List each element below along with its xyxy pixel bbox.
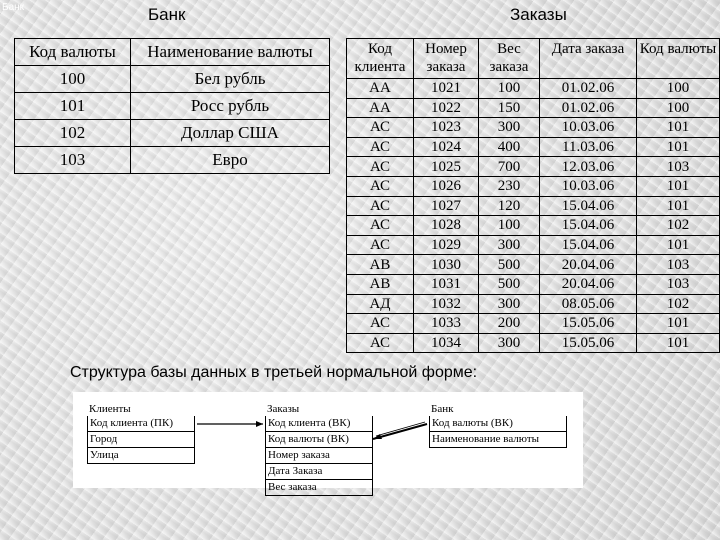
orders-table-cell-order-number: 1022: [414, 98, 479, 118]
entity-bank-field: Код валюты (ВК): [429, 416, 567, 432]
orders-table-cell-order-number: 1026: [414, 176, 479, 196]
orders-table-cell-order-number: 1032: [414, 294, 479, 314]
corner-label: Банк: [2, 2, 25, 13]
orders-table-cell-client-code: АА: [347, 79, 414, 99]
orders-table-row: [347, 157, 720, 177]
relation-orders-bank-2: [376, 422, 425, 436]
bank-table-cell-currency-code: 103: [15, 147, 131, 174]
orders-table-cell-order-weight: 120: [479, 196, 540, 216]
entity-clients-field: Улица: [87, 448, 195, 464]
bank-table-row: [15, 66, 330, 93]
bank-table-row: [15, 93, 330, 120]
orders-table-cell-order-weight: 500: [479, 255, 540, 275]
orders-table-cell-order-weight: 150: [479, 98, 540, 118]
entity-bank-name: Банк: [431, 403, 454, 415]
entity-orders: [265, 402, 373, 496]
orders-table-row: [347, 118, 720, 138]
orders-table-cell-order-weight: 300: [479, 235, 540, 255]
orders-table-cell-currency-code: 101: [637, 235, 720, 255]
orders-table-cell-order-weight: 230: [479, 176, 540, 196]
orders-table-cell-order-number: 1029: [414, 235, 479, 255]
orders-table-cell-order-number: 1024: [414, 137, 479, 157]
orders-table-cell-order-weight: 100: [479, 216, 540, 236]
orders-table-cell-order-number: 1027: [414, 196, 479, 216]
orders-table-cell-currency-code: 102: [637, 216, 720, 236]
entity-orders-field: Вес заказа: [265, 480, 373, 496]
orders-table-cell-currency-code: 103: [637, 274, 720, 294]
entity-orders-field: Код валюты (ВК): [265, 432, 373, 448]
orders-table-cell-client-code: АС: [347, 157, 414, 177]
bank-col-currency-name: Наименование валюты: [131, 39, 330, 66]
orders-table-cell-currency-code: 103: [637, 255, 720, 275]
orders-table-cell-order-date: 15.04.06: [540, 216, 637, 236]
orders-table-cell-currency-code: 102: [637, 294, 720, 314]
orders-table-cell-order-date: 10.03.06: [540, 118, 637, 138]
orders-table-cell-order-date: 15.04.06: [540, 235, 637, 255]
bank-table: [14, 38, 330, 174]
orders-table-cell-order-date: 08.05.06: [540, 294, 637, 314]
orders-table-cell-order-date: 15.05.06: [540, 333, 637, 353]
entity-clients-field: Город: [87, 432, 195, 448]
bank-table-title: Банк: [148, 5, 186, 24]
relation-orders-bank: [373, 424, 427, 439]
orders-table-cell-currency-code: 101: [637, 196, 720, 216]
orders-table-row: [347, 294, 720, 314]
orders-table-cell-order-date: 15.05.06: [540, 314, 637, 334]
orders-table-cell-client-code: АС: [347, 137, 414, 157]
orders-table-row: [347, 235, 720, 255]
orders-table-cell-order-date: 11.03.06: [540, 137, 637, 157]
entity-clients-name: Клиенты: [89, 403, 131, 415]
orders-table-cell-order-number: 1033: [414, 314, 479, 334]
orders-table-cell-order-date: 20.04.06: [540, 274, 637, 294]
entity-bank: [429, 402, 567, 448]
orders-table-row: [347, 79, 720, 99]
bank-table-cell-currency-name: Бел рубль: [131, 66, 330, 93]
orders-table-cell-client-code: АА: [347, 98, 414, 118]
bank-table-row: [15, 147, 330, 174]
orders-table-cell-order-weight: 500: [479, 274, 540, 294]
entity-orders-field: Код клиента (ВК): [265, 416, 373, 432]
orders-table-row: [347, 216, 720, 236]
orders-col-order-weight: Вес заказа: [479, 39, 540, 79]
orders-table-cell-order-date: 01.02.06: [540, 98, 637, 118]
orders-table: [346, 38, 720, 353]
orders-table-header-row: [347, 39, 720, 79]
orders-table-cell-order-weight: 400: [479, 137, 540, 157]
orders-table-cell-order-weight: 300: [479, 294, 540, 314]
orders-table-cell-currency-code: 101: [637, 118, 720, 138]
orders-table-cell-order-weight: 300: [479, 333, 540, 353]
orders-table-cell-order-weight: 200: [479, 314, 540, 334]
orders-table-row: [347, 274, 720, 294]
orders-table-cell-order-date: 01.02.06: [540, 79, 637, 99]
orders-table-cell-order-number: 1021: [414, 79, 479, 99]
orders-table-cell-currency-code: 100: [637, 79, 720, 99]
schema-diagram: [73, 392, 583, 493]
orders-table-cell-client-code: АС: [347, 118, 414, 138]
orders-table-cell-currency-code: 101: [637, 176, 720, 196]
orders-table-cell-order-number: 1031: [414, 274, 479, 294]
orders-table-cell-order-date: 15.04.06: [540, 196, 637, 216]
bank-table-cell-currency-code: 101: [15, 93, 131, 120]
bank-table-row: [15, 120, 330, 147]
entity-bank-field: Наименование валюты: [429, 432, 567, 448]
bank-table-cell-currency-name: Росс рубль: [131, 93, 330, 120]
orders-table-cell-currency-code: 101: [637, 314, 720, 334]
orders-table-cell-client-code: АС: [347, 333, 414, 353]
orders-table-cell-currency-code: 103: [637, 157, 720, 177]
orders-table-cell-currency-code: 100: [637, 98, 720, 118]
orders-table-cell-order-number: 1034: [414, 333, 479, 353]
orders-table-row: [347, 176, 720, 196]
orders-table-cell-client-code: АС: [347, 196, 414, 216]
orders-table-cell-order-number: 1030: [414, 255, 479, 275]
orders-table-row: [347, 314, 720, 334]
orders-table-row: [347, 98, 720, 118]
bank-table-cell-currency-code: 102: [15, 120, 131, 147]
orders-table-row: [347, 196, 720, 216]
orders-table-row: [347, 333, 720, 353]
entity-orders-name: Заказы: [267, 403, 300, 415]
orders-col-currency-code: Код валюты: [637, 39, 720, 79]
orders-table-cell-client-code: АД: [347, 294, 414, 314]
orders-col-order-date: Дата заказа: [540, 39, 637, 79]
bank-table-header-row: [15, 39, 330, 66]
orders-table-cell-client-code: АС: [347, 314, 414, 334]
orders-table-cell-order-date: 20.04.06: [540, 255, 637, 275]
bank-table-cell-currency-name: Евро: [131, 147, 330, 174]
relation-arrow-clients-orders: [256, 421, 263, 427]
orders-table-cell-order-weight: 100: [479, 79, 540, 99]
orders-table-cell-client-code: АВ: [347, 274, 414, 294]
orders-table-cell-client-code: АВ: [347, 255, 414, 275]
schema-title: Структура базы данных в третьей нормальной форме:: [70, 364, 478, 381]
entity-clients-field: Код клиента (ПК): [87, 416, 195, 432]
entity-clients: [87, 402, 195, 464]
orders-table-cell-order-date: 12.03.06: [540, 157, 637, 177]
orders-table-cell-client-code: АС: [347, 216, 414, 236]
bank-col-currency-code: Код валюты: [15, 39, 131, 66]
entity-orders-field: Дата Заказа: [265, 464, 373, 480]
orders-table-cell-client-code: АС: [347, 235, 414, 255]
orders-table-cell-order-number: 1023: [414, 118, 479, 138]
orders-table-cell-order-date: 10.03.06: [540, 176, 637, 196]
orders-table-cell-order-weight: 700: [479, 157, 540, 177]
orders-table-cell-currency-code: 101: [637, 137, 720, 157]
orders-table-row: [347, 255, 720, 275]
bank-table-cell-currency-name: Доллар США: [131, 120, 330, 147]
orders-col-order-number: Номер заказа: [414, 39, 479, 79]
orders-table-row: [347, 137, 720, 157]
orders-table-cell-order-number: 1028: [414, 216, 479, 236]
orders-table-title: Заказы: [510, 5, 567, 24]
orders-table-cell-client-code: АС: [347, 176, 414, 196]
entity-orders-field: Номер заказа: [265, 448, 373, 464]
orders-table-cell-order-weight: 300: [479, 118, 540, 138]
orders-table-cell-currency-code: 101: [637, 333, 720, 353]
orders-col-client-code: Код клиента: [347, 39, 414, 79]
orders-table-cell-order-number: 1025: [414, 157, 479, 177]
bank-table-cell-currency-code: 100: [15, 66, 131, 93]
